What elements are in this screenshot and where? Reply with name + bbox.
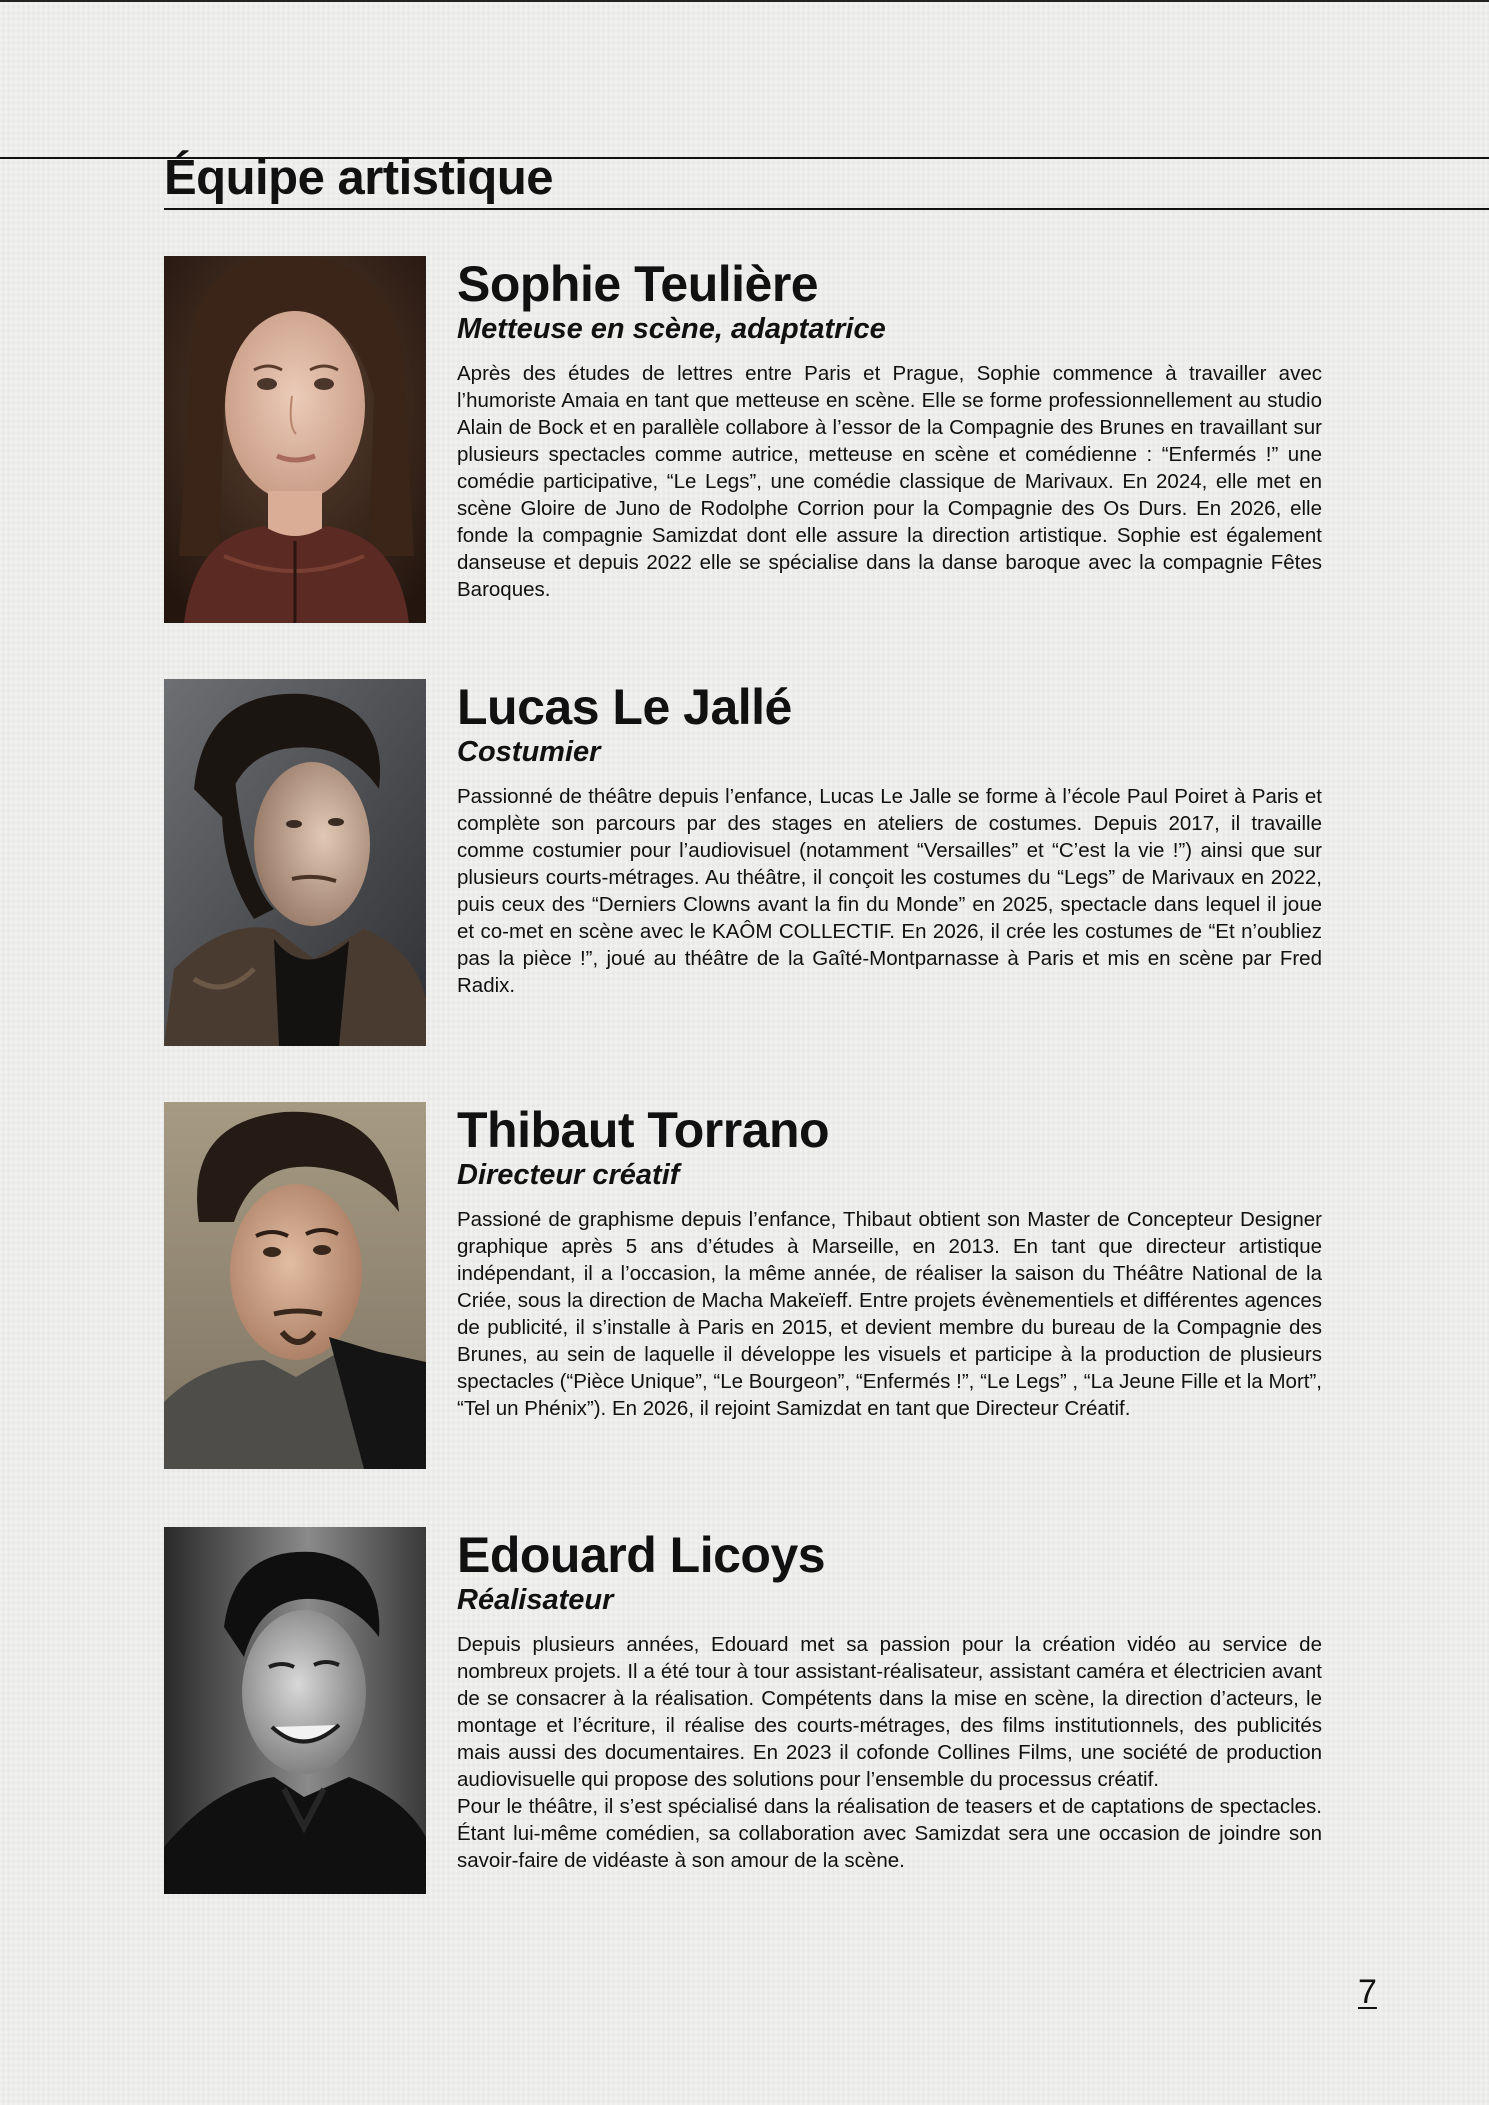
member-photo — [164, 1102, 426, 1469]
member-role: Costumier — [457, 736, 601, 768]
member-photo — [164, 256, 426, 623]
page-title: Équipe artistique — [164, 151, 554, 205]
page-number: 7 — [1358, 1973, 1377, 2011]
top-border — [0, 0, 1489, 2]
member-info — [457, 679, 1322, 999]
member-info — [457, 1102, 1322, 1422]
bio-paragraph: Passioné de graphisme depuis l’enfance, Thibaut obtient son Master de Concepteur Designer graphique après 5 ans d’études à Marseille, en 2013. En tant que directeur artistique indépendant, il a l’occasion, la même année, de réaliser la saison du Théâtre National de la Criée, sous la direction de Macha Makeïeff. Entre projets évènementiels et différentes agences de publicité, il s’installe à Paris en 2015, et devient membre du bureau de la Compagnie des Brunes, au sein de laquelle il développe les visuels et participe à la production de plusieurs spectacles (“Pièce Unique”, “Le Bourgeon”, “Enfermés !”, “Le Legs” , “La Jeune Fille et la Mort”, “Tel un Phénix”). En 2026, il rejoint Samizdat en tant que Directeur Créatif. — [457, 1208, 1322, 1420]
member-name: Lucas Le Jallé — [457, 679, 792, 735]
header-rule-bottom — [164, 208, 1489, 210]
member-bio — [457, 783, 1322, 999]
member-bio — [457, 360, 1322, 603]
member-name: Sophie Teulière — [457, 256, 819, 312]
member-role: Metteuse en scène, adaptatrice — [457, 313, 886, 345]
member-bio — [457, 1631, 1322, 1874]
member-role: Réalisateur — [457, 1584, 614, 1616]
member-name: Thibaut Torrano — [457, 1102, 830, 1158]
member-info — [457, 1527, 1322, 1874]
member-role: Directeur créatif — [457, 1159, 680, 1191]
member-photo — [164, 679, 426, 1046]
member-name: Edouard Licoys — [457, 1527, 826, 1583]
bio-paragraph: Après des études de lettres entre Paris et Prague, Sophie commence à travailler avec l’humoriste Amaia en tant que metteuse en scène. Elle se forme professionnellement au studio Alain de Bock et en parallèle collabore à l’essor de la Compagnie des Brunes en travaillant sur plusieurs spectacles comme autrice, metteuse en scène et comédienne : “Enfermés !” une comédie participative, “Le Legs”, une comédie classique de Marivaux. En 2024, elle met en scène Gloire de Juno de Rodolphe Corrion pour la Compagnie des Os Durs. En 2026, elle fonde la compagnie Samizdat dont elle assure la direction artistique. Sophie est également danseuse et depuis 2022 elle se spécialise dans la danse baroque avec la compagnie Fêtes Baroques. — [457, 362, 1322, 601]
member-bio — [457, 1206, 1322, 1422]
bio-paragraph: Pour le théâtre, il s’est spécialisé dans la réalisation de teasers et de captations de spectacles. Étant lui-même comédien, sa collaboration avec Samizdat sera une occasion de joindre son savoir-faire de vidéaste à son amour de la scène. — [457, 1795, 1322, 1872]
member-info — [457, 256, 1322, 603]
member-photo — [164, 1527, 426, 1894]
bio-paragraph: Passionné de théâtre depuis l’enfance, Lucas Le Jalle se forme à l’école Paul Poiret à Paris et complète son parcours par des stages en ateliers de costumes. Depuis 2017, il travaille comme costumier pour l’audiovisuel (notamment “Versailles” et “C’est la vie !”) ainsi que sur plusieurs courts-métrages. Au théâtre, il conçoit les costumes du “Legs” de Marivaux en 2022, puis ceux des “Derniers Clowns avant la fin du Monde” en 2025, spectacle dans lequel il joue et co-met en scène avec le KAÔM COLLECTIF. En 2026, il crée les costumes de “Et n’oubliez pas la pièce !”, joué au théâtre de la Gaîté-Montparnasse à Paris et mis en scène par Fred Radix. — [457, 785, 1322, 997]
bio-paragraph: Depuis plusieurs années, Edouard met sa passion pour la création vidéo au service de nombreux projets. Il a été tour à tour assistant-réalisateur, assistant caméra et électricien avant de se consacrer à la réalisation. Compétents dans la mise en scène, la direction d’acteurs, le montage et l’écriture, il réalise des courts-métrages, des films institutionnels, des publicités mais aussi des documentaires. En 2023 il cofonde Collines Films, une société de production audiovisuelle qui propose des solutions pour l’ensemble du processus créatif. — [457, 1633, 1322, 1791]
